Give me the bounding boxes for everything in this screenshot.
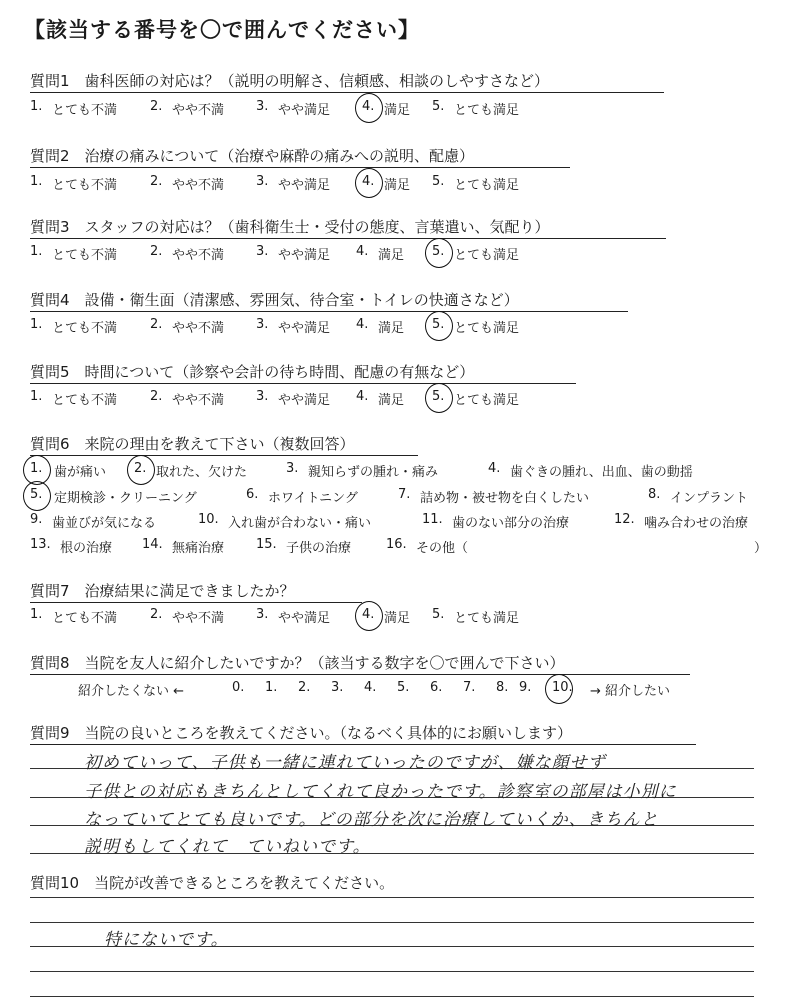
q6-num-10[interactable]: 10. bbox=[198, 512, 219, 527]
q6-num-8[interactable]: 8. bbox=[648, 487, 661, 502]
q3-num-5-circled[interactable]: 5. bbox=[432, 244, 445, 259]
q2-underline bbox=[30, 167, 570, 168]
q6-label-8: インプラント bbox=[670, 491, 749, 506]
q7-label-2: やや不満 bbox=[172, 611, 225, 626]
q3-label-4: 満足 bbox=[378, 248, 405, 263]
q6-title: 質問6 来院の理由を教えて下さい（複数回答） bbox=[30, 435, 355, 453]
q1-label-1: とても不満 bbox=[52, 103, 118, 118]
q7-num-3[interactable]: 3. bbox=[256, 607, 269, 622]
q6-row-2 bbox=[30, 487, 790, 507]
q6-row-4 bbox=[30, 537, 790, 557]
q3-label-2: やや不満 bbox=[172, 248, 225, 263]
q5-num-1[interactable]: 1. bbox=[30, 389, 43, 404]
q1-num-1[interactable]: 1. bbox=[30, 99, 43, 114]
q8-num-9[interactable]: 9. bbox=[519, 680, 532, 695]
q8-num-5[interactable]: 5. bbox=[397, 680, 410, 695]
q2-label-4: 満足 bbox=[384, 178, 411, 193]
q4-num-3[interactable]: 3. bbox=[256, 317, 269, 332]
q7-label-1: とても不満 bbox=[52, 611, 118, 626]
q2-label-3: やや満足 bbox=[278, 178, 331, 193]
q1-num-5[interactable]: 5. bbox=[432, 99, 445, 114]
q8-underline bbox=[30, 674, 690, 675]
q9-underline bbox=[30, 744, 696, 745]
q5-underline bbox=[30, 383, 576, 384]
q6-underline bbox=[30, 455, 418, 456]
q3-label-3: やや満足 bbox=[278, 248, 331, 263]
q6-num-12[interactable]: 12. bbox=[614, 512, 635, 527]
q1-label-4: 満足 bbox=[384, 103, 411, 118]
q5-label-1: とても不満 bbox=[52, 393, 118, 408]
q2-num-1[interactable]: 1. bbox=[30, 174, 43, 189]
q2-num-5[interactable]: 5. bbox=[432, 174, 445, 189]
q7-label-3: やや満足 bbox=[278, 611, 331, 626]
q8-num-2[interactable]: 2. bbox=[298, 680, 311, 695]
q6-label-4: 歯ぐきの腫れ、出血、歯の動揺 bbox=[510, 465, 693, 480]
q4-label-4: 満足 bbox=[378, 321, 405, 336]
q10-answer-line-4 bbox=[30, 971, 754, 972]
q5-num-5-circled[interactable]: 5. bbox=[432, 389, 445, 404]
q7-num-4-circled[interactable]: 4. bbox=[362, 607, 375, 622]
q6-label-16: その他（ bbox=[416, 541, 469, 556]
q6-label-13: 根の治療 bbox=[60, 541, 113, 556]
q3-num-2[interactable]: 2. bbox=[150, 244, 163, 259]
q5-label-3: やや満足 bbox=[278, 393, 331, 408]
q5-title: 質問5 時間について（診察や会計の待ち時間、配慮の有無など） bbox=[30, 363, 475, 381]
q8-num-4[interactable]: 4. bbox=[364, 680, 377, 695]
q7-num-5[interactable]: 5. bbox=[432, 607, 445, 622]
q6-row-1 bbox=[30, 461, 790, 481]
q3-num-3[interactable]: 3. bbox=[256, 244, 269, 259]
q6-num-5-circled[interactable]: 5. bbox=[30, 487, 43, 502]
q1-label-5: とても満足 bbox=[454, 103, 520, 118]
q6-label-5: 定期検診・クリーニング bbox=[54, 491, 197, 506]
q6-num-15[interactable]: 15. bbox=[256, 537, 277, 552]
q6-num-13[interactable]: 13. bbox=[30, 537, 51, 552]
q6-row-3 bbox=[30, 512, 790, 532]
q3-underline bbox=[30, 238, 666, 239]
q8-num-6[interactable]: 6. bbox=[430, 680, 443, 695]
q10-title: 質問10 当院が改善できるところを教えてください。 bbox=[30, 874, 395, 892]
q9-handwritten-line-1: 初めていって、子供も一緒に連れていったのですが、嫌な顔せず bbox=[84, 753, 606, 773]
q6-num-16[interactable]: 16. bbox=[386, 537, 407, 552]
q7-underline bbox=[30, 602, 362, 603]
q4-num-1[interactable]: 1. bbox=[30, 317, 43, 332]
q4-label-2: やや不満 bbox=[172, 321, 225, 336]
q6-label-10: 入れ歯が合わない・痛い bbox=[228, 516, 372, 531]
q8-title: 質問8 当院を友人に紹介したいですか？（該当する数字を〇で囲んで下さい） bbox=[30, 654, 565, 672]
q10-handwritten-answer: 特にないです。 bbox=[104, 930, 229, 950]
q8-num-8[interactable]: 8. bbox=[496, 680, 509, 695]
q2-num-2[interactable]: 2. bbox=[150, 174, 163, 189]
q3-label-1: とても不満 bbox=[52, 248, 118, 263]
q4-num-2[interactable]: 2. bbox=[150, 317, 163, 332]
q4-label-5: とても満足 bbox=[454, 321, 520, 336]
q1-underline bbox=[30, 92, 664, 93]
q6-label-11: 歯のない部分の治療 bbox=[452, 516, 570, 531]
q4-num-4[interactable]: 4. bbox=[356, 317, 369, 332]
q5-num-3[interactable]: 3. bbox=[256, 389, 269, 404]
q6-label-2: 取れた、欠けた bbox=[156, 465, 248, 480]
q4-num-5-circled[interactable]: 5. bbox=[432, 317, 445, 332]
q3-title: 質問3 スタッフの対応は？（歯科衛生士・受付の態度、言葉遣い、気配り） bbox=[30, 218, 550, 236]
q10-answer-line-5 bbox=[30, 996, 754, 997]
q8-num-1[interactable]: 1. bbox=[265, 680, 278, 695]
q9-handwritten-line-4: 説明もしてくれて ていねいです。 bbox=[84, 837, 371, 857]
q6-num-2-circled[interactable]: 2. bbox=[134, 461, 147, 476]
q8-num-0[interactable]: 0. bbox=[232, 680, 245, 695]
q4-label-1: とても不満 bbox=[52, 321, 118, 336]
q1-label-2: やや不満 bbox=[172, 103, 225, 118]
q2-label-5: とても満足 bbox=[454, 178, 520, 193]
q4-label-3: やや満足 bbox=[278, 321, 331, 336]
q2-title: 質問2 治療の痛みについて（治療や麻酔の痛みへの説明、配慮） bbox=[30, 147, 474, 165]
q6-num-7[interactable]: 7. bbox=[398, 487, 411, 502]
q7-label-5: とても満足 bbox=[454, 611, 520, 626]
q4-underline bbox=[30, 311, 628, 312]
q5-num-2[interactable]: 2. bbox=[150, 389, 163, 404]
q1-num-2[interactable]: 2. bbox=[150, 99, 163, 114]
q9-handwritten-line-2: 子供との対応もきちんとしてくれて良かったです。診察室の部屋は小別に bbox=[84, 782, 677, 802]
q6-num-1-circled[interactable]: 1. bbox=[30, 461, 43, 476]
q1-num-3[interactable]: 3. bbox=[256, 99, 269, 114]
q10-answer-line-1 bbox=[30, 897, 754, 898]
q6-label-3: 親知らずの腫れ・痛み bbox=[308, 465, 439, 480]
q9-title: 質問9 当院の良いところを教えてください。（なるべく具体的にお願いします） bbox=[30, 724, 573, 742]
form-header: 【該当する番号を〇で囲んでください】 bbox=[24, 18, 420, 42]
q3-num-4[interactable]: 4. bbox=[356, 244, 369, 259]
q1-num-4-circled[interactable]: 4. bbox=[362, 99, 375, 114]
q7-num-1[interactable]: 1. bbox=[30, 607, 43, 622]
q8-num-10-circled[interactable]: 10. bbox=[552, 680, 573, 695]
q1-title: 質問1 歯科医師の対応は？（説明の明解さ、信頼感、相談のしやすさなど） bbox=[30, 72, 549, 90]
q8-left-label: 紹介したくない ← bbox=[78, 684, 185, 699]
q2-label-2: やや不満 bbox=[172, 178, 225, 193]
q7-num-2[interactable]: 2. bbox=[150, 607, 163, 622]
q9-handwritten-line-3: なっていてとても良いです。どの部分を次に治療していくか、きちんと bbox=[84, 810, 659, 830]
q1-label-3: やや満足 bbox=[278, 103, 331, 118]
q3-label-5: とても満足 bbox=[454, 248, 520, 263]
q6-num-3[interactable]: 3. bbox=[286, 461, 299, 476]
q3-num-1[interactable]: 1. bbox=[30, 244, 43, 259]
q6-num-14[interactable]: 14. bbox=[142, 537, 163, 552]
q8-num-3[interactable]: 3. bbox=[331, 680, 344, 695]
q2-num-4-circled[interactable]: 4. bbox=[362, 174, 375, 189]
q5-label-4: 満足 bbox=[378, 393, 405, 408]
q6-num-6[interactable]: 6. bbox=[246, 487, 259, 502]
q10-answer-line-2 bbox=[30, 922, 754, 923]
q6-label-1: 歯が痛い bbox=[54, 465, 107, 480]
q5-label-2: やや不満 bbox=[172, 393, 225, 408]
q5-label-5: とても満足 bbox=[454, 393, 520, 408]
q6-num-11[interactable]: 11. bbox=[422, 512, 443, 527]
q6-label-7: 詰め物・被せ物を白くしたい bbox=[420, 491, 590, 506]
q6-label-14: 無痛治療 bbox=[172, 541, 225, 556]
q7-label-4: 満足 bbox=[384, 611, 411, 626]
q4-title: 質問4 設備・衛生面（清潔感、雰囲気、待合室・トイレの快適さなど） bbox=[30, 291, 519, 309]
q6-num-9[interactable]: 9. bbox=[30, 512, 43, 527]
q2-label-1: とても不満 bbox=[52, 178, 118, 193]
q6-label-12: 噛み合わせの治療 bbox=[644, 516, 749, 531]
q8-num-7[interactable]: 7. bbox=[463, 680, 476, 695]
q6-num-4[interactable]: 4. bbox=[488, 461, 501, 476]
q5-num-4[interactable]: 4. bbox=[356, 389, 369, 404]
q8-right-label: → 紹介したい bbox=[590, 684, 671, 699]
q6-label-15: 子供の治療 bbox=[286, 541, 352, 556]
q6-other-close-paren: ） bbox=[754, 541, 768, 556]
q6-label-6: ホワイトニング bbox=[268, 491, 358, 506]
q7-title: 質問7 治療結果に満足できましたか？ bbox=[30, 582, 295, 600]
q2-num-3[interactable]: 3. bbox=[256, 174, 269, 189]
q6-label-9: 歯並びが気になる bbox=[52, 516, 157, 531]
